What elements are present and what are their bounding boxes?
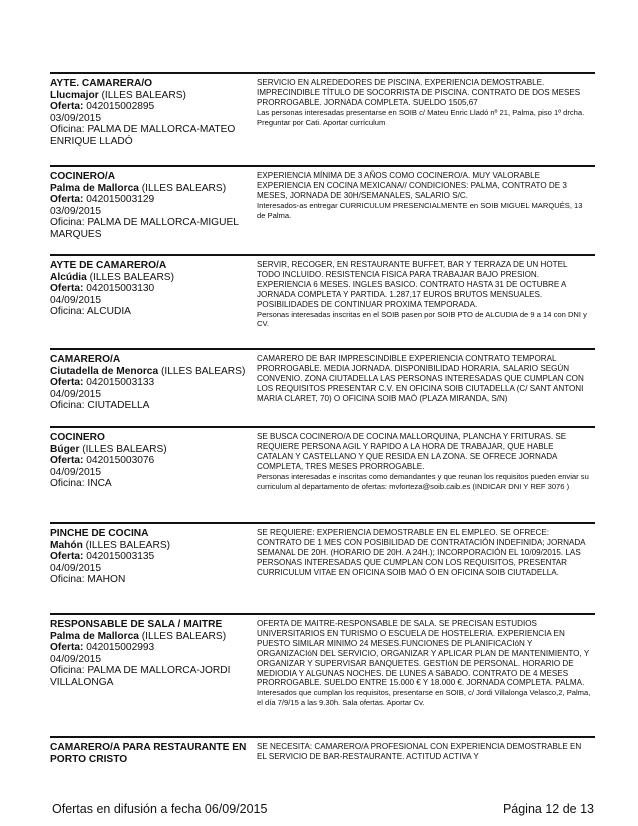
offer-description bbox=[257, 619, 591, 708]
description-text: SE NECESITA: CAMARERO/A PROFESIONAL CON EXPERIENCIA DEMOSTRABLE EN EL SERVICIO DE BAR-RESTAURANTE. ACTITUD ACTIVA Y bbox=[257, 742, 582, 761]
offer-summary bbox=[50, 260, 248, 329]
office-name: ALCUDIA bbox=[86, 306, 131, 318]
offer-summary bbox=[50, 354, 248, 412]
office-name: INCA bbox=[87, 478, 112, 490]
offer-label: Oferta: bbox=[50, 551, 84, 563]
offer-summary bbox=[50, 78, 248, 148]
offer-number: 042015003130 bbox=[83, 283, 155, 295]
offer-date: 03/09/2015 bbox=[50, 205, 101, 217]
application-instructions: Las personas interesadas presentarse en SOIB c/ Mateu Enric Lladó nº 21, Palma, piso 1º drcha. Preguntar por Cati. Aportar currículum bbox=[257, 107, 585, 127]
job-location bbox=[50, 272, 248, 284]
location-region: (ILLES BALEARS) bbox=[158, 365, 246, 377]
job-location bbox=[50, 366, 248, 378]
offer-date: 04/09/2015 bbox=[50, 466, 101, 478]
offer-number-line bbox=[50, 194, 248, 206]
offer-summary bbox=[50, 619, 248, 708]
office-label: Oficina: bbox=[50, 574, 88, 586]
description-text: SE REQUIERE: EXPERIENCIA DEMOSTRABLE EN EL EMPLEO. SE OFRECE: CONTRATO DE 1 MES CON POSIBILIDAD DE CONTRATACIÓN INDEFINIDA; JORNADA SEMANAL DE 20H. (HORARIO DE 20H. A 24H.); INCORPORACIÓN EL 10/09/2015. LAS PERSONAS INTERESADAS QUE CUMPLAN CON LOS REQUISITOS, PRESENTAR CURRICULUM VITAE EN OFICINA SOIB MAÓ Ó EN OFICINA SOIB CIUTADELLA. bbox=[257, 528, 586, 577]
location-name: Ciutadella de Menorca bbox=[50, 365, 159, 377]
offer-label: Oferta: bbox=[50, 283, 84, 295]
description-text: EXPERIENCIA MÍNIMA DE 3 AÑOS COMO COCINERO/A. MUY VALORABLE EXPERIENCIA EN COCINA MEXICANA// CONDICIONES: PALMA, CONTRATO DE 3 MESES, JORNADA DE 30H/SEMANALES, SALARIO S/C. bbox=[257, 171, 567, 200]
job-title: CAMARERO/A bbox=[50, 354, 121, 365]
job-location bbox=[50, 631, 248, 643]
location-name: Alcúdia bbox=[50, 271, 87, 283]
offer-date: 04/09/2015 bbox=[50, 294, 101, 306]
offer-number: 042015002993 bbox=[83, 642, 155, 654]
job-offer bbox=[50, 736, 595, 765]
offer-number: 042015002895 bbox=[83, 101, 155, 113]
offer-label: Oferta: bbox=[50, 455, 84, 467]
office-line bbox=[50, 665, 248, 688]
office-label: Oficina: bbox=[50, 665, 88, 677]
office-label: Oficina: bbox=[50, 306, 87, 318]
offer-description bbox=[257, 432, 591, 491]
offer-summary bbox=[50, 171, 248, 241]
offer-description bbox=[257, 78, 591, 148]
job-title: RESPONSABLE DE SALA / MAITRE bbox=[50, 619, 223, 630]
job-offer bbox=[50, 348, 595, 412]
offer-number: 042015003129 bbox=[83, 194, 155, 206]
location-name: Llucmajor bbox=[50, 89, 99, 101]
job-title: CAMARERO/A PARA RESTAURANTE EN PORTO CRISTO bbox=[50, 742, 247, 765]
location-region: (ILLES BALEARS) bbox=[79, 443, 167, 455]
office-line bbox=[50, 306, 248, 318]
page-footer bbox=[52, 802, 594, 816]
offer-label: Oferta: bbox=[50, 101, 84, 113]
location-name: Palma de Mallorca bbox=[50, 630, 139, 642]
offer-number-line bbox=[50, 101, 248, 113]
page-number: Página 12 de 13 bbox=[502, 802, 594, 816]
office-name: MAHON bbox=[87, 574, 126, 586]
office-name: PALMA DE MALLORCA-MATEO ENRIQUE LLADÓ bbox=[50, 124, 236, 147]
office-line bbox=[50, 124, 248, 147]
office-name: CIUTADELLA bbox=[87, 400, 150, 412]
job-offer bbox=[50, 522, 595, 586]
description-text: SE BUSCA COCINERO/A DE COCINA MALLORQUINA, PLANCHA Y FRITURAS. SE REQUIERE PERSONA AGIL Y RAPIDO A LA HORA DE TRABAJAR, QUE HABLE CATALAN Y CASTELLANO Y QUE RESIDA EN LA ZONA. SE OFRECE JORNADA COMPLETA, TRES MESES PRORROGABLE. bbox=[257, 432, 567, 471]
office-name: PALMA DE MALLORCA-JORDI VILLALONGA bbox=[50, 665, 231, 688]
offer-description bbox=[257, 260, 591, 329]
location-region: (ILLES BALEARS) bbox=[82, 539, 171, 551]
offer-number-line bbox=[50, 377, 248, 389]
office-line bbox=[50, 217, 248, 240]
office-label: Oficina: bbox=[50, 217, 88, 229]
offer-summary bbox=[50, 742, 248, 765]
offer-number: 042015003135 bbox=[83, 551, 155, 563]
office-label: Oficina: bbox=[50, 400, 88, 412]
offer-date: 03/09/2015 bbox=[50, 112, 101, 124]
offer-description bbox=[257, 354, 591, 412]
application-instructions: Interesados-as entregar CURRICULUM PRESENCIALMENTE en SOIB MIGUEL MARQUÉS, 13 de Palma. bbox=[257, 200, 583, 220]
job-title: AYTE. CAMARERA/O bbox=[50, 78, 153, 89]
offer-summary bbox=[50, 432, 248, 491]
offer-description bbox=[257, 171, 591, 241]
location-region: (ILLES BALEARS) bbox=[138, 630, 227, 642]
office-label: Oficina: bbox=[50, 124, 88, 136]
job-offer bbox=[50, 613, 595, 708]
offer-label: Oferta: bbox=[50, 194, 84, 206]
description-text: SERVICIO EN ALREDEDORES DE PISCINA. EXPERIENCIA DEMOSTRABLE. IMPRECINDIBLE TÍTULO DE SOCORRISTA DE PISCINA. CONTRATO DE DOS MESES PRORROGABLE. JORNADA COMPLETA. SUELDO 1505,67 bbox=[257, 78, 581, 107]
offer-date: 04/09/2015 bbox=[50, 653, 101, 665]
job-location bbox=[50, 444, 248, 456]
offer-number: 042015003133 bbox=[83, 377, 155, 389]
job-offer bbox=[50, 254, 595, 329]
office-line bbox=[50, 574, 248, 586]
office-label: Oficina: bbox=[50, 478, 88, 490]
location-region: (ILLES BALEARS) bbox=[98, 89, 186, 101]
offer-number-line bbox=[50, 455, 248, 467]
job-title: PINCHE DE COCINA bbox=[50, 528, 149, 539]
job-location bbox=[50, 183, 248, 195]
office-name: PALMA DE MALLORCA-MIGUEL MARQUES bbox=[50, 217, 239, 240]
location-name: Búger bbox=[50, 443, 80, 455]
offer-summary bbox=[50, 528, 248, 586]
offer-label: Oferta: bbox=[50, 377, 84, 389]
offer-label: Oferta: bbox=[50, 642, 84, 654]
location-region: (ILLES BALEARS) bbox=[86, 271, 174, 283]
description-text: CAMARERO DE BAR IMPRESCINDIBLE EXPERIENCIA CONTRATO TEMPORAL PRORROGABLE. MEDIA JORNADA. DISPONIBILIDAD HORARIA. SALARIO SEGÚN CONVENIO. ZONA CIUTADELLA LAS PERSONAS INTERESADAS QUE CUMPLAN CON LOS REQUISITOS PRESENTAR C.V. EN OFICINA SOIB CIUTADELLA (C/ SANT ANTONI MARIA CLARET, 70) O OFICINA SOIB MAÓ (PLAZA MIRANDA, S/N) bbox=[257, 354, 584, 403]
application-instructions: Personas interesadas e inscritas como demandantes y que reunan los requisitos pueden enviar su curriculum al departamento de ofertas: mvforteza@soib.caib.es (INDICAR DNI Y REF 3076 ) bbox=[257, 471, 589, 491]
offer-number: 042015003076 bbox=[83, 455, 155, 467]
application-instructions: Personas interesadas inscritas en el SOIB pasen por SOIB PTO de ALCUDIA de 9 a 14 con DNI y CV. bbox=[257, 309, 587, 329]
job-location bbox=[50, 90, 248, 102]
job-offer bbox=[50, 165, 595, 241]
description-text: SERVIR, RECOGER, EN RESTAURANTE BUFFET, BAR Y TERRAZA DE UN HOTEL TODO INCLUIDO. RESISTENCIA FISICA PARA TRABAJAR BAJO PRESION. EXPERIENCIA 6 MESES. INGLES BASICO. CONTRATO HASTA 31 DE OCTUBRE A JORNADA COMPLETA Y PARTIDA. 1.287,17 EUROS BRUTOS MENSUALES. POSIBILIDADES DE CONTINUAR PROXIMA TEMPORADA. bbox=[257, 260, 568, 309]
offer-description bbox=[257, 742, 591, 765]
job-title: AYTE DE CAMARERO/A bbox=[50, 260, 167, 271]
job-title: COCINERO bbox=[50, 432, 105, 443]
offer-date: 04/09/2015 bbox=[50, 388, 101, 400]
office-line bbox=[50, 478, 248, 490]
offer-number-line bbox=[50, 283, 248, 295]
offer-date: 04/09/2015 bbox=[50, 562, 101, 574]
job-offer bbox=[50, 426, 595, 491]
job-offer bbox=[50, 72, 595, 148]
offer-description bbox=[257, 528, 591, 586]
application-instructions: Interesados que cumplan los requisitos, presentarse en SOIB, c/ Jordi Villalonga Velasco,2, Palma, el día 7/9/15 a las 9.30h. Sala ofertas. Aportar Cv. bbox=[257, 688, 591, 708]
description-text: OFERTA DE MAITRE-RESPONSABLE DE SALA. SE PRECISAN ESTUDIOS UNIVERSITARIOS EN TURISMO O ESCUELA DE HOSTELERIA. EXPERIENCIA EN PUESTO SIMILAR MINIMO 24 MESES.FUNCIONES DE PLANIFICACIóN Y ORGANIZACIóN DEL SERVICIO, ORGANIZAR Y APLICAR PLAN DE MANTENIMIENTO, Y ORGANIZAR Y SUPERVISAR BANQUETES. GESTIóN DE PERSONAL. HORARIO DE MEDIODIA Y ALGUNAS NOCHES. DE LUNES A SáBADO. CONTRATO DE 4 MESES PRORROGABLE. SUELDO ENTRE 15.000 € Y 18.000 €. JORNADA COMPLETA. PALMA. bbox=[257, 619, 590, 688]
offer-number-line bbox=[50, 642, 248, 654]
job-title: COCINERO/A bbox=[50, 171, 116, 182]
office-line bbox=[50, 400, 248, 412]
offer-number-line bbox=[50, 551, 248, 563]
location-name: Mahón bbox=[50, 539, 83, 551]
location-name: Palma de Mallorca bbox=[50, 182, 139, 194]
job-location bbox=[50, 540, 248, 552]
footer-date: Ofertas en difusión a fecha 06/09/2015 bbox=[52, 802, 268, 816]
location-region: (ILLES BALEARS) bbox=[138, 182, 227, 194]
